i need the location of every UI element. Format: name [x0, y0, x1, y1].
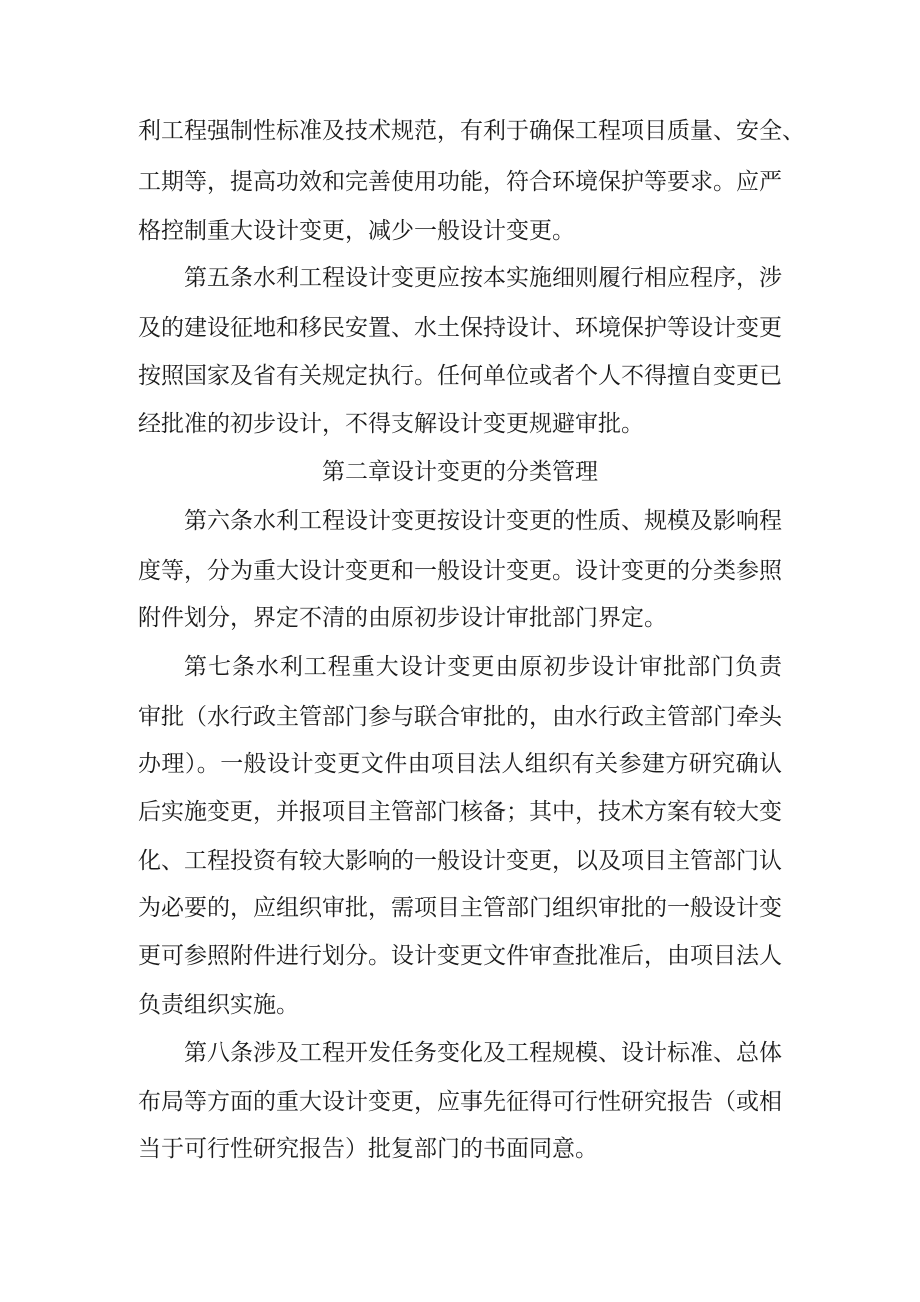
line-text: 当于可行性研究报告）批复部门的书面同意。: [138, 1136, 598, 1162]
line-text: 后实施变更，并报项目主管部门核备；其中，技术方案有较大变: [138, 799, 782, 825]
line-text: 化、工程投资有较大影响的一般设计变更，以及项目主管部门认: [138, 848, 782, 874]
line-text: 及的建设征地和移民安置、水土保持设计、环境保护等设计变更: [138, 315, 782, 341]
line-text: 布局等方面的重大设计变更，应事先征得可行性研究报告（或相: [138, 1089, 782, 1115]
line-text: 负责组织实施。: [138, 992, 299, 1018]
line-text: 经批准的初步设计，不得支解设计变更规避审批。: [138, 411, 644, 437]
chapter-heading-text: 第二章设计变更的分类管理: [322, 459, 598, 485]
line-text: 为必要的，应组织审批，需项目主管部门组织审批的一般设计变: [138, 895, 782, 921]
line-text: 附件划分，界定不清的由原初步设计审批部门界定。: [138, 605, 667, 631]
line-text: 更可参照附件进行划分。设计变更文件审查批准后，由项目法人: [138, 943, 782, 969]
line-text: 利工程强制性标准及技术规范，有利于确保工程项目质量、安全、: [138, 118, 805, 144]
line-text: 第五条水利工程设计变更应按本实施细则履行相应程序，涉: [184, 265, 782, 291]
line-text: 审批（水行政主管部门参与联合审批的，由水行政主管部门牵头: [138, 704, 782, 730]
line-text: 工期等，提高功效和完善使用功能，符合环境保护等要求。应严: [138, 169, 782, 195]
line-text: 第七条水利工程重大设计变更由原初步设计审批部门负责: [184, 654, 782, 680]
line-text: 度等，分为重大设计变更和一般设计变更。设计变更的分类参照: [138, 558, 782, 584]
line-text: 办理）。一般设计变更文件由项目法人组织有关参建方研究确认: [138, 751, 782, 777]
line-text: 格控制重大设计变更，减少一般设计变更。: [138, 218, 575, 244]
line-text: 第八条涉及工程开发任务变化及工程规模、设计标准、总体: [184, 1040, 782, 1066]
line-text: 第六条水利工程设计变更按设计变更的性质、规模及影响程: [184, 508, 782, 534]
line-text: 按照国家及省有关规定执行。任何单位或者个人不得擅自变更已: [138, 363, 782, 389]
